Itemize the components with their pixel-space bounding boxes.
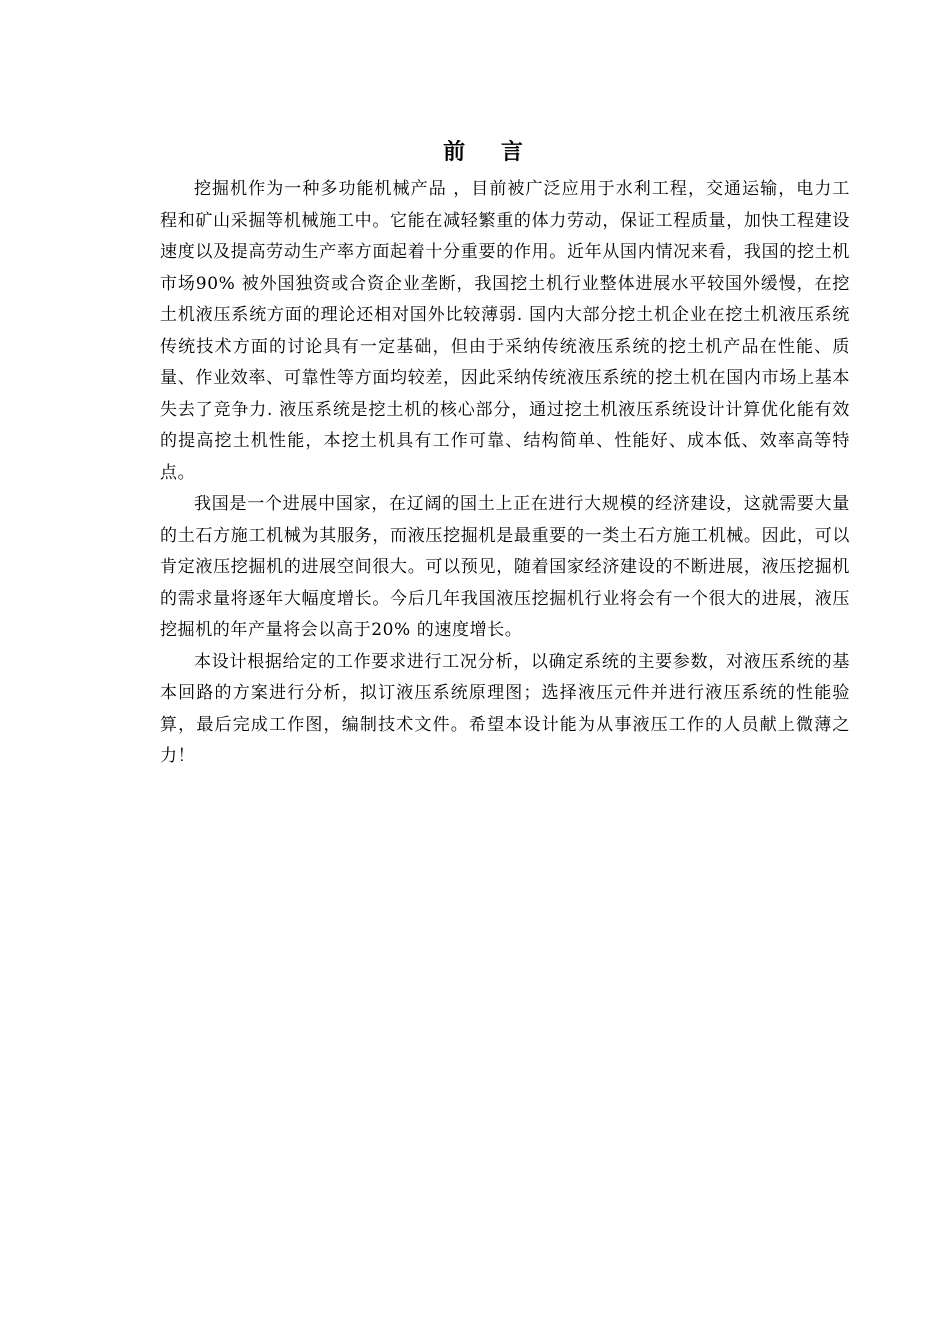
paragraph-market-outlook: 我国是一个进展中国家，在辽阔的国土上正在进行大规模的经济建设，这就需要大量的土石方施工机械为其服务，而液压挖掘机是最重要的一类土石方施工机械。因此，可以肯定液压挖掘机的进展空间很大。可以预见，随着国家经济建设的不断进展，液压挖掘机的需求量将逐年大幅度增长。今后几年我国液压挖掘机行业将会有一个很大的进展，液压挖掘机的年产量将会以高于20% 的速度增长。	[160, 494, 850, 640]
paragraph-design-summary: 本设计根据给定的工作要求进行工况分析，以确定系统的主要参数，对液压系统的基本回路的方案进行分析，拟订液压系统原理图；选择液压元件并进行液压系统的性能验算，最后完成工作图，编制技术文件。希望本设计能为从事液压工作的人员献上微薄之力！	[160, 651, 850, 766]
document-body	[160, 174, 850, 773]
page-title: 前 言	[443, 139, 537, 165]
paragraph-intro: 挖掘机作为一种多功能机械产品 ，目前被广泛应用于水利工程，交通运输，电力工程和矿山采掘等机械施工中。它能在减轻繁重的体力劳动，保证工程质量，加快工程建设速度以及提高劳动生产率方面起着十分重要的作用。近年从国内情况来看，我国的挖土机市场90% 被外国独资或合资企业垄断，我国挖土机行业整体进展水平较国外缓慢，在挖土机液压系统方面的理论还相对国外比较薄弱. 国内大部分挖土机企业在挖土机液压系统传统技术方面的讨论具有一定基础，但由于采纳传统液压系统的挖土机产品在性能、质量、作业效率、可靠性等方面均较差，因此采纳传统液压系统的挖土机在国内市场上基本失去了竞争力. 液压系统是挖土机的核心部分，通过挖土机液压系统设计计算优化能有效的提高挖土机性能，本挖土机具有工作可靠、结构简单、性能好、成本低、效率高等特点。	[160, 179, 850, 483]
